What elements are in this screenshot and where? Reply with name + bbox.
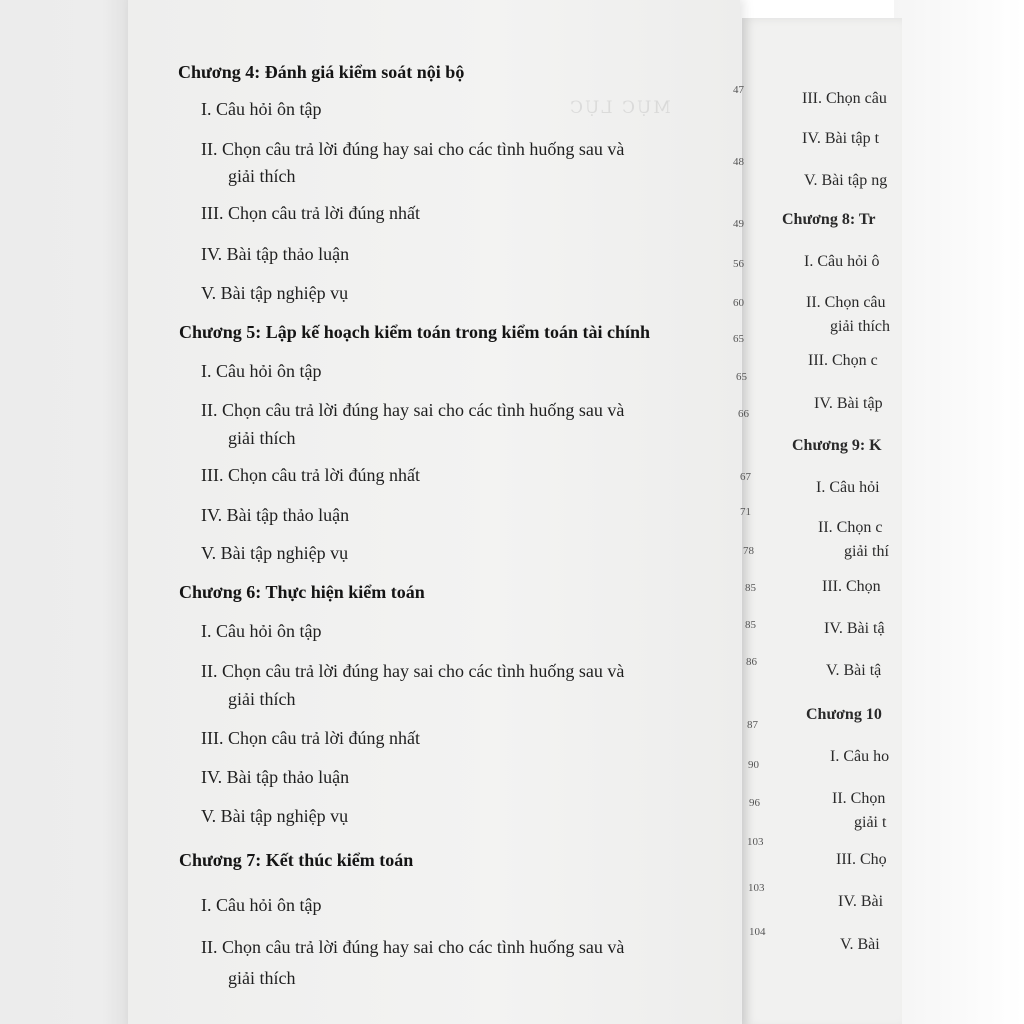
toc-item-continued: giải thích xyxy=(228,689,296,709)
page-number: 67 xyxy=(740,471,751,483)
toc-item: I. Câu hỏi ôn tập xyxy=(201,621,322,641)
page-number: 78 xyxy=(743,545,754,557)
page-number: 103 xyxy=(748,882,765,894)
back-line: V. Bài tập ng xyxy=(804,172,888,189)
page-number: 85 xyxy=(745,619,756,631)
page-number: 56 xyxy=(733,258,744,270)
back-chapter: Chương 8: Tr xyxy=(782,211,876,228)
page-number: 85 xyxy=(745,582,756,594)
toc-item-continued: giải thích xyxy=(228,428,296,448)
page-number: 96 xyxy=(749,797,760,809)
page-number: 48 xyxy=(733,156,744,168)
page-number: 71 xyxy=(740,506,751,518)
toc-item: III. Chọn câu trả lời đúng nhất xyxy=(201,203,420,223)
toc-item: II. Chọn câu trả lời đúng hay sai cho các tình huống sau và xyxy=(201,400,625,420)
back-line: II. Chọn xyxy=(832,790,886,807)
back-line: I. Câu hỏi xyxy=(816,479,880,496)
back-line: I. Câu ho xyxy=(830,748,890,765)
background-right xyxy=(894,0,1024,1024)
page-number: 87 xyxy=(747,719,758,731)
page-number: 66 xyxy=(738,408,749,420)
back-line: giải t xyxy=(854,814,887,831)
toc-item: I. Câu hỏi ôn tập xyxy=(201,99,322,119)
toc-item: IV. Bài tập thảo luận xyxy=(201,767,350,787)
toc-item: II. Chọn câu trả lời đúng hay sai cho các tình huống sau và xyxy=(201,661,625,681)
back-line: III. Chọ xyxy=(836,851,887,868)
back-chapter: Chương 10 xyxy=(806,706,882,723)
page-number: 103 xyxy=(747,836,764,848)
back-line: IV. Bài tậ xyxy=(824,620,885,637)
background-left xyxy=(0,0,128,1024)
show-through-title: MỤC LỤC xyxy=(568,98,671,118)
toc-item: I. Câu hỏi ôn tập xyxy=(201,361,322,381)
back-line: IV. Bài xyxy=(838,893,884,910)
chapter-6-title: Chương 6: Thực hiện kiểm toán xyxy=(179,582,425,602)
toc-item: I. Câu hỏi ôn tập xyxy=(201,895,322,915)
toc-item: V. Bài tập nghiệp vụ xyxy=(201,806,349,826)
chapter-5-title: Chương 5: Lập kế hoạch kiểm toán trong kiểm toán tài chính xyxy=(179,322,650,342)
toc-item: V. Bài tập nghiệp vụ xyxy=(201,543,349,563)
back-line: giải thích xyxy=(830,318,890,335)
back-page-text xyxy=(742,0,894,1024)
back-line: III. Chọn xyxy=(822,578,881,595)
back-line: III. Chọn câu xyxy=(802,90,887,107)
back-line: V. Bài tậ xyxy=(826,662,882,679)
back-line: V. Bài xyxy=(840,936,880,953)
toc-item-continued: giải thích xyxy=(228,166,296,186)
back-line: III. Chọn c xyxy=(808,352,878,369)
page-number: 104 xyxy=(749,926,766,938)
chapter-4-title: Chương 4: Đánh giá kiểm soát nội bộ xyxy=(178,62,465,82)
page-number: 86 xyxy=(746,656,757,668)
toc-item: V. Bài tập nghiệp vụ xyxy=(201,283,349,303)
toc-item: IV. Bài tập thảo luận xyxy=(201,505,350,525)
toc-item-continued: giải thích xyxy=(228,968,296,988)
page-number: 65 xyxy=(733,333,744,345)
chapter-7-title: Chương 7: Kết thúc kiểm toán xyxy=(179,850,414,870)
toc-item: IV. Bài tập thảo luận xyxy=(201,244,350,264)
page-number: 49 xyxy=(733,218,744,230)
back-line: II. Chọn c xyxy=(818,519,883,536)
back-chapter: Chương 9: K xyxy=(792,437,882,454)
back-line: I. Câu hỏi ô xyxy=(804,253,880,270)
page-number: 60 xyxy=(733,297,744,309)
back-line: IV. Bài tập t xyxy=(802,130,880,147)
back-line: II. Chọn câu xyxy=(806,294,886,311)
page-number: 47 xyxy=(733,84,744,96)
back-line: IV. Bài tập xyxy=(814,395,883,412)
page-number: 90 xyxy=(748,759,759,771)
back-line: giải thí xyxy=(844,543,889,560)
toc-item: III. Chọn câu trả lời đúng nhất xyxy=(201,465,420,485)
page-number: 65 xyxy=(736,371,747,383)
toc-item: II. Chọn câu trả lời đúng hay sai cho các tình huống sau và xyxy=(201,139,625,159)
toc-item: III. Chọn câu trả lời đúng nhất xyxy=(201,728,420,748)
toc-item: II. Chọn câu trả lời đúng hay sai cho các tình huống sau và xyxy=(201,937,625,957)
